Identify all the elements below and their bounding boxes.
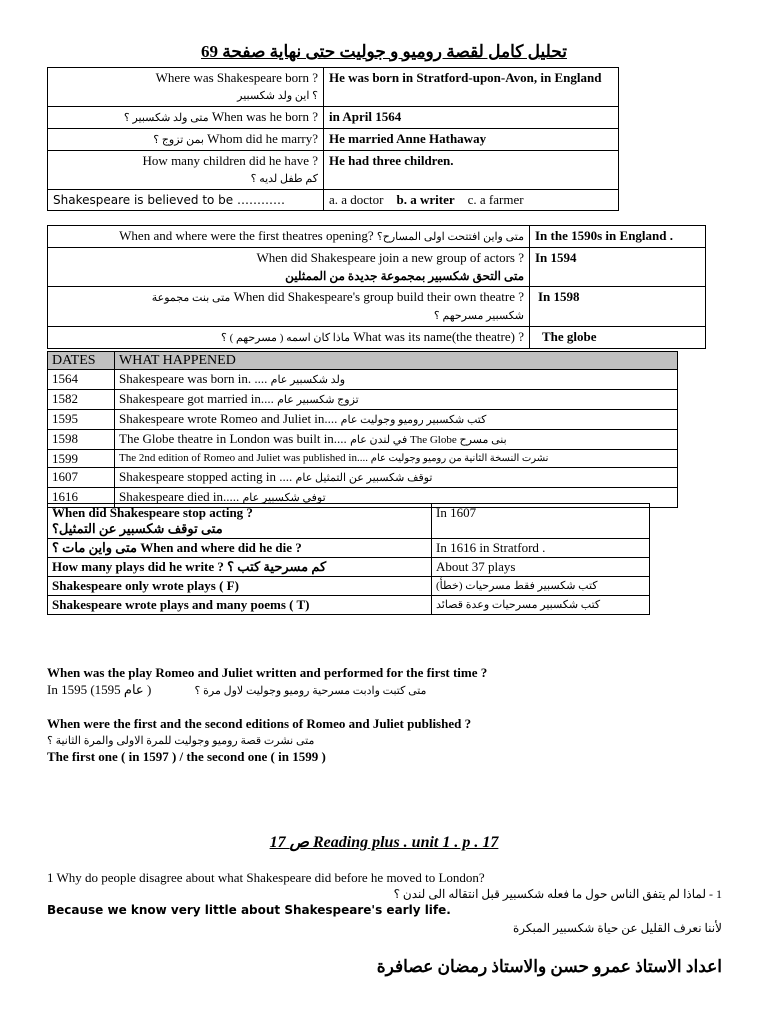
question-cell (48, 226, 530, 248)
question-ar: بمن تزوج ؟ (153, 134, 204, 146)
table-shakespeare-bio (47, 67, 619, 211)
question-ar: متى توقف شكسبير عن التمثيل؟ (52, 521, 223, 536)
table-questions (47, 503, 650, 615)
footer-credits: اعداد الاستاذ عمرو حسن والاستاذ رمضان عصافرة (376, 957, 722, 976)
event-en: The 2nd edition of Romeo and Juliet was published in.... (119, 452, 368, 464)
event-en: Shakespeare stopped acting in .... (119, 469, 293, 484)
event-cell (115, 450, 678, 468)
event-cell (115, 370, 678, 390)
reading-question: 1 Why do people disagree about what Shakespeare did before he moved to London? (47, 870, 485, 885)
answer-cell: In 1607 (432, 504, 650, 539)
question-ar: كم مسرحية كتب ؟ (227, 559, 327, 574)
question-editions-ar-line (47, 732, 737, 748)
option-c: c. a farmer (467, 192, 524, 207)
question-cell (48, 68, 324, 107)
event-en: Shakespeare got married in.... (119, 391, 274, 406)
table-theatres (47, 225, 706, 349)
question-cell (48, 539, 432, 558)
question-en: When did Shakespeare's group build their own theatre ? (233, 289, 524, 304)
event-ar: كتب شكسبير روميو وجوليت عام (340, 414, 487, 426)
option-a: a. a doctor (329, 192, 384, 207)
question-cell (48, 327, 530, 349)
table-row (48, 107, 619, 129)
answer-cell: The globe (530, 327, 706, 349)
question-en: How many children did he have ? (142, 153, 318, 168)
date-cell: 1564 (48, 370, 115, 390)
question-en: When did Shakespeare join a new group of actors ? (256, 250, 524, 265)
table-row (48, 410, 678, 430)
question-ar: متى ولد شكسبير ؟ (123, 112, 209, 124)
question-en: Whom did he marry? (207, 131, 318, 146)
event-ar: ولد شكسبير عام (270, 374, 346, 386)
answer-cell: He was born in Stratford-upon-Avon, in England (324, 68, 619, 107)
question-en: How many plays did he write ? (52, 559, 224, 574)
answer-cell: كتب شكسبير فقط مسرحيات (خطأ) (432, 577, 650, 596)
option-b: b. a writer (396, 192, 455, 207)
table-row (48, 577, 650, 596)
table-row (48, 558, 650, 577)
table-row (48, 68, 619, 107)
header-dates: DATES (48, 352, 115, 370)
question-romeo-first-performed: When was the play Romeo and Juliet written and performed for the first time ? (47, 665, 488, 680)
table-row (48, 248, 706, 287)
question-ar: ماذا كان اسمه ( مسرحهم ) ؟ (220, 332, 351, 344)
question-en: When and where did he die ? (140, 540, 302, 555)
question-cell (48, 504, 432, 539)
event-cell (115, 410, 678, 430)
answer-cell: In 1598 (530, 287, 706, 327)
answer-cell: He had three children. (324, 151, 619, 190)
table-row (48, 430, 678, 450)
table-header-row (48, 352, 678, 370)
table-row (48, 327, 706, 349)
table-row (48, 390, 678, 410)
answer-cell: He married Anne Hathaway (324, 129, 619, 151)
event-cell (115, 390, 678, 410)
table-row (48, 468, 678, 488)
event-en: Shakespeare wrote Romeo and Juliet in.... (119, 411, 338, 426)
table-row (48, 226, 706, 248)
table-row (48, 539, 650, 558)
question-en: When did Shakespeare stop acting ? (52, 505, 253, 520)
header-what-happened: WHAT HAPPENED (115, 352, 678, 370)
answer-cell: In 1594 (530, 248, 706, 287)
date-cell: 1595 (48, 410, 115, 430)
reading-answer: Because we know very little about Shakespeare's early life. (47, 903, 451, 917)
date-cell: 1616 (48, 488, 115, 508)
question-ar: متى بنت مجموعة (151, 292, 231, 304)
question-en: When was he born ? (211, 109, 318, 124)
date-cell: 1599 (48, 450, 115, 468)
question-ar: متى التحق شكسبير بمجموعة جديدة من الممثلين (285, 269, 524, 283)
table-row (48, 450, 678, 468)
answer-editions: The first one ( in 1597 ) / the second one ( in 1599 ) (47, 749, 326, 764)
answer-cell: in April 1564 (324, 107, 619, 129)
table-row (48, 287, 706, 327)
question-ar-2: شكسبير مسرحهم ؟ (433, 310, 524, 322)
question-cell (48, 558, 432, 577)
question-ar: متى واين افتتحت اولى المسارح؟ (376, 231, 524, 243)
answer-cell: كتب شكسبير مسرحيات وعدة قصائد (432, 596, 650, 615)
table-row (48, 504, 650, 539)
answer-line (47, 682, 737, 698)
question-en: When and where were the first theatres opening? (119, 228, 374, 243)
table-row (48, 596, 650, 615)
date-cell: 1582 (48, 390, 115, 410)
question-ar: كم طفل لديه ؟ (250, 173, 318, 185)
event-ar: توقف شكسبير عن التمثيل عام (295, 472, 433, 484)
answer-en: In 1595 (عام 1595 ) (47, 682, 152, 697)
reading-answer-ar-line (513, 920, 722, 936)
question-cell (48, 107, 324, 129)
answer-cell: About 37 plays (432, 558, 650, 577)
answer-cell: In 1616 in Stratford . (432, 539, 650, 558)
question-cell: Shakespeare wrote plays and many poems ( T) (48, 596, 432, 615)
reading-question-ar-line (394, 886, 722, 902)
question-cell (48, 151, 324, 190)
question-ar: متى نشرت قصة روميو وجوليت للمرة الاولى والمرة الثانية ؟ (47, 735, 315, 747)
date-cell: 1598 (48, 430, 115, 450)
event-ar: بنى مسرح The Globe في لندن عام (350, 434, 507, 446)
answer-ar: متى كتبت وادبت مسرحية روميو وجوليت لاول مرة ؟ (194, 685, 427, 697)
answer-cell: In the 1590s in England . (530, 226, 706, 248)
question-ar: متى واين مات ؟ (52, 540, 137, 555)
reading-question-ar: 1 - لماذا لم يتفق الناس حول ما فعله شكسبير قبل انتقاله الى لندن ؟ (393, 887, 722, 901)
question-cell (48, 248, 530, 287)
event-en: Shakespeare died in..... (119, 489, 240, 504)
table-dates (47, 351, 678, 508)
table-row (48, 190, 619, 211)
event-cell (115, 430, 678, 450)
event-cell (115, 468, 678, 488)
question-en: What was its name(the theatre) ? (353, 329, 524, 344)
table-row (48, 151, 619, 190)
question-en: Where was Shakespeare born ? (155, 70, 318, 85)
answer-cell (324, 190, 619, 211)
question-cell (48, 129, 324, 151)
date-cell: 1607 (48, 468, 115, 488)
page-title: تحليل كامل لقصة روميو و جوليت حتى نهاية صفحة 69 (201, 42, 567, 61)
event-ar: تزوج شكسبير عام (277, 394, 359, 406)
question-cell (48, 287, 530, 327)
question-ar: ؟ اين ولد شكسبير (237, 90, 318, 102)
reading-answer-ar: لأننا نعرف القليل عن حياة شكسبير المبكرة (512, 921, 722, 935)
table-row (48, 129, 619, 151)
table-row (48, 370, 678, 390)
section-title: 17 ص Reading plus . unit 1 . p . 17 (269, 834, 499, 851)
event-en: The Globe theatre in London was built in.... (119, 431, 347, 446)
event-ar: نشرت النسخة الثانية من روميو وجوليت عام (370, 453, 549, 464)
event-en: Shakespeare was born in. .... (119, 371, 268, 386)
question-cell: Shakespeare is believed to be ………… (48, 190, 324, 211)
event-ar: توفي شكسبير عام (242, 492, 326, 504)
question-editions: When were the first and the second editions of Romeo and Juliet published ? (47, 716, 472, 731)
question-cell: Shakespeare only wrote plays ( F) (48, 577, 432, 596)
